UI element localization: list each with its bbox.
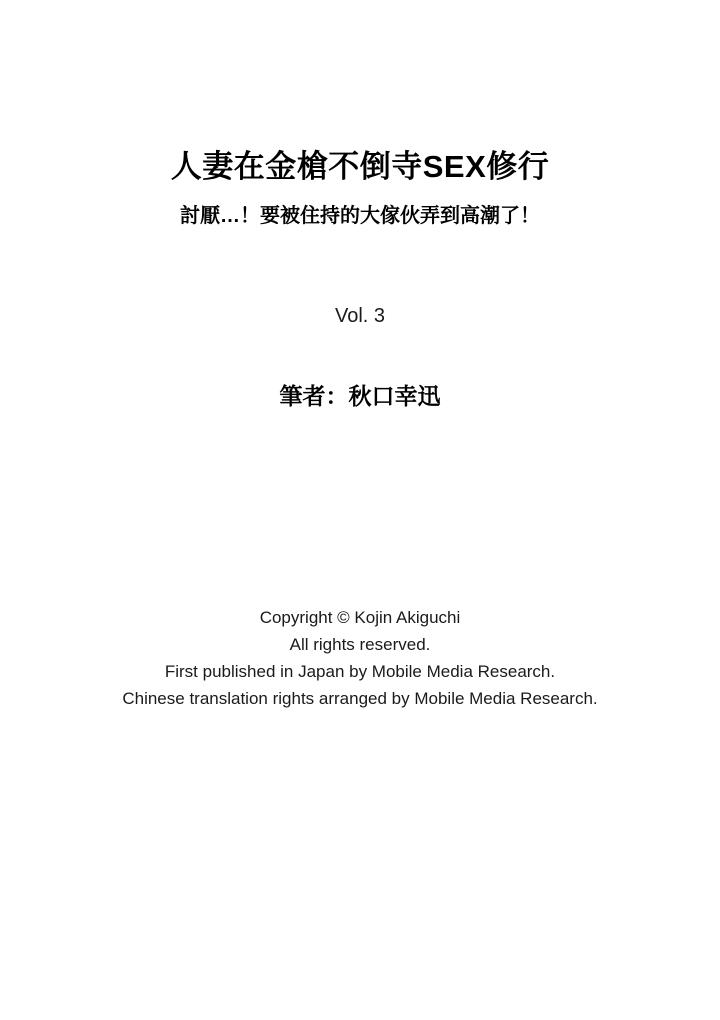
copyright-block: [0, 604, 720, 712]
page-subtitle: 討厭…！要被住持的大傢伙弄到高潮了！: [180, 205, 540, 228]
copyright-line: First published in Japan by Mobile Media Research.: [164, 662, 556, 681]
copyright-line: Copyright © Kojin Akiguchi: [259, 608, 461, 627]
copyright-line: Chinese translation rights arranged by Mobile Media Research.: [122, 689, 598, 708]
author-label: 筆者：秋口幸迅: [279, 383, 441, 409]
title-block: [0, 148, 720, 229]
copyright-line: All rights reserved.: [289, 635, 431, 654]
volume-label: Vol. 3: [334, 305, 386, 327]
page-title: 人妻在金槍不倒寺SEX修行: [170, 149, 550, 184]
